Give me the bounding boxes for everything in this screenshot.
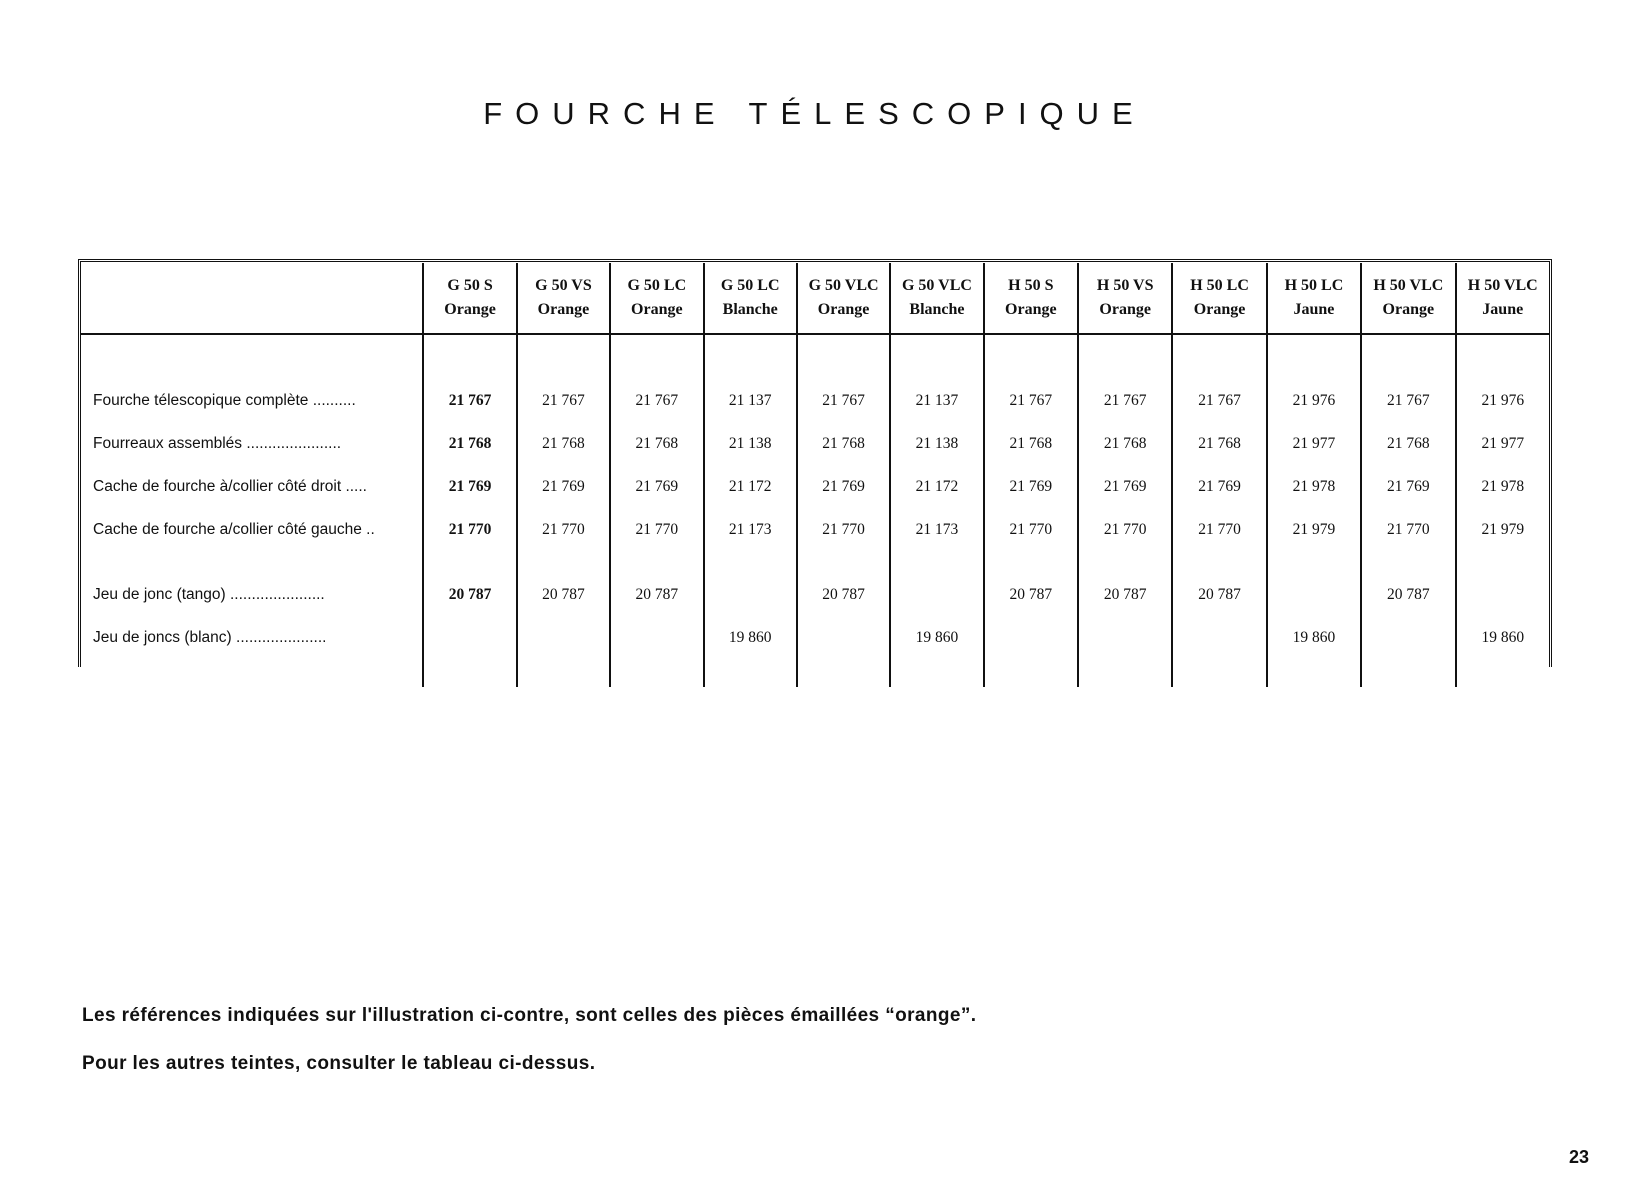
table-cell: 21 173 <box>890 508 983 551</box>
table-spacer-row <box>81 659 1549 687</box>
table-cell: 21 770 <box>984 508 1078 551</box>
column-header <box>984 263 1078 334</box>
column-header <box>1456 263 1549 334</box>
column-model: H 50 S <box>1008 277 1054 294</box>
table-cell: 19 860 <box>704 616 797 659</box>
table-cell <box>704 573 797 616</box>
column-color: Orange <box>1005 301 1057 318</box>
column-color: Orange <box>1099 301 1151 318</box>
table-cell <box>1078 616 1172 659</box>
table-cell: 21 770 <box>797 508 890 551</box>
table-cell: 21 770 <box>1172 508 1266 551</box>
note-other-colors: Pour les autres teintes, consulter le tableau ci-dessus. <box>82 1053 596 1074</box>
table-cell <box>1361 616 1455 659</box>
table-cell: 21 768 <box>1361 422 1455 465</box>
table-spacer-row <box>81 334 1549 379</box>
column-header <box>797 263 890 334</box>
column-model: G 50 VLC <box>808 277 879 294</box>
table-cell: 21 769 <box>517 465 610 508</box>
column-model: H 50 VS <box>1096 277 1154 294</box>
table-cell: 21 768 <box>984 422 1078 465</box>
table-cell: 20 787 <box>517 573 610 616</box>
column-model: G 50 S <box>447 277 493 294</box>
column-color: Blanche <box>722 301 778 318</box>
page-title: FOURCHE TÉLESCOPIQUE <box>483 96 1146 131</box>
parts-table <box>81 263 1549 687</box>
column-header <box>610 263 703 334</box>
table-cell: 21 767 <box>610 379 703 422</box>
column-color: Orange <box>1193 301 1246 318</box>
table-row <box>81 465 1549 508</box>
table-cell <box>1172 616 1266 659</box>
row-label: Jeu de jonc (tango) ...................... <box>93 585 325 603</box>
table-cell: 21 172 <box>704 465 797 508</box>
table-cell <box>797 616 890 659</box>
table-row <box>81 379 1549 422</box>
table-cell: 21 768 <box>517 422 610 465</box>
column-color: Orange <box>817 301 870 318</box>
row-label: Fourreaux assemblés ...................... <box>93 434 342 452</box>
column-model: G 50 LC <box>627 277 687 294</box>
table-cell: 19 860 <box>1267 616 1361 659</box>
table-cell <box>517 616 610 659</box>
table-cell <box>1267 573 1361 616</box>
table-cell <box>890 573 983 616</box>
column-header <box>1078 263 1172 334</box>
table-cell: 20 787 <box>797 573 890 616</box>
table-cell: 21 769 <box>984 465 1078 508</box>
page-number: 23 <box>1568 1147 1589 1167</box>
table-cell: 21 769 <box>1361 465 1455 508</box>
table-cell: 21 137 <box>890 379 983 422</box>
table-cell: 21 769 <box>1078 465 1172 508</box>
table-cell: 21 976 <box>1456 379 1549 422</box>
table-cell: 20 787 <box>1078 573 1172 616</box>
table-cell: 21 137 <box>704 379 797 422</box>
table-cell: 21 767 <box>1361 379 1455 422</box>
table-cell: 21 767 <box>423 379 516 422</box>
table-cell: 21 138 <box>890 422 983 465</box>
table-cell: 21 172 <box>890 465 983 508</box>
table-cell: 21 767 <box>517 379 610 422</box>
table-cell: 21 767 <box>984 379 1078 422</box>
column-color: Jaune <box>1293 301 1335 318</box>
table-cell: 21 768 <box>423 422 516 465</box>
table-cell: 21 769 <box>797 465 890 508</box>
table-cell: 21 138 <box>704 422 797 465</box>
table-row <box>81 422 1549 465</box>
table-cell: 21 977 <box>1267 422 1361 465</box>
table-cell: 21 979 <box>1456 508 1549 551</box>
column-model: G 50 VLC <box>901 277 972 294</box>
table-cell: 21 770 <box>517 508 610 551</box>
table-cell: 21 769 <box>1172 465 1266 508</box>
table-row <box>81 573 1549 616</box>
table-cell: 21 770 <box>423 508 516 551</box>
column-model: H 50 VLC <box>1373 277 1444 294</box>
table-cell: 21 977 <box>1456 422 1549 465</box>
row-label: Cache de fourche a/collier côté gauche .. <box>93 520 375 538</box>
header-blank-cell <box>81 263 423 334</box>
column-header <box>423 263 516 334</box>
column-header <box>1172 263 1266 334</box>
table-cell: 21 770 <box>610 508 703 551</box>
table-cell: 21 767 <box>797 379 890 422</box>
column-color: Blanche <box>909 301 965 318</box>
column-model: H 50 VLC <box>1467 277 1538 294</box>
table-cell: 19 860 <box>890 616 983 659</box>
table-cell: 20 787 <box>423 573 516 616</box>
table-cell: 21 768 <box>1078 422 1172 465</box>
row-label: Jeu de joncs (blanc) ..................... <box>93 628 327 646</box>
table-cell: 21 769 <box>423 465 516 508</box>
note-orange-references: Les références indiquées sur l'illustration ci-contre, sont celles des pièces émaillées “orange”. <box>82 1005 977 1026</box>
table-cell: 21 767 <box>1172 379 1266 422</box>
table-cell <box>984 616 1078 659</box>
column-color: Orange <box>631 301 683 318</box>
column-color: Orange <box>537 301 590 318</box>
table-cell: 21 173 <box>704 508 797 551</box>
column-color: Orange <box>444 301 496 318</box>
table-cell: 21 770 <box>1078 508 1172 551</box>
table-spacer-row <box>81 551 1549 573</box>
column-model: H 50 LC <box>1284 277 1344 294</box>
table-cell <box>610 616 703 659</box>
table-cell: 20 787 <box>610 573 703 616</box>
table-cell: 21 768 <box>797 422 890 465</box>
table-header-row <box>81 263 1549 334</box>
table-cell: 20 787 <box>984 573 1078 616</box>
table-cell: 20 787 <box>1361 573 1455 616</box>
table-cell: 21 767 <box>1078 379 1172 422</box>
table-row <box>81 508 1549 551</box>
table-cell: 19 860 <box>1456 616 1549 659</box>
column-color: Orange <box>1382 301 1435 318</box>
column-header <box>704 263 797 334</box>
column-header <box>1361 263 1455 334</box>
table-cell <box>1456 573 1549 616</box>
table-cell: 21 976 <box>1267 379 1361 422</box>
table-cell: 21 768 <box>1172 422 1266 465</box>
table-cell: 21 768 <box>610 422 703 465</box>
table-cell: 21 978 <box>1267 465 1361 508</box>
column-header <box>1267 263 1361 334</box>
table-cell: 21 770 <box>1361 508 1455 551</box>
table-cell: 21 769 <box>610 465 703 508</box>
column-model: H 50 LC <box>1190 277 1249 294</box>
table-cell: 21 979 <box>1267 508 1361 551</box>
column-header <box>890 263 983 334</box>
table-row <box>81 616 1549 659</box>
column-model: G 50 LC <box>720 277 780 294</box>
column-model: G 50 VS <box>535 277 592 294</box>
table-cell <box>423 616 516 659</box>
column-color: Jaune <box>1482 301 1524 318</box>
column-header <box>517 263 610 334</box>
row-label: Fourche télescopique complète .......... <box>93 391 356 409</box>
table-cell: 20 787 <box>1172 573 1266 616</box>
table-cell: 21 978 <box>1456 465 1549 508</box>
row-label: Cache de fourche à/collier côté droit ..... <box>93 477 367 495</box>
